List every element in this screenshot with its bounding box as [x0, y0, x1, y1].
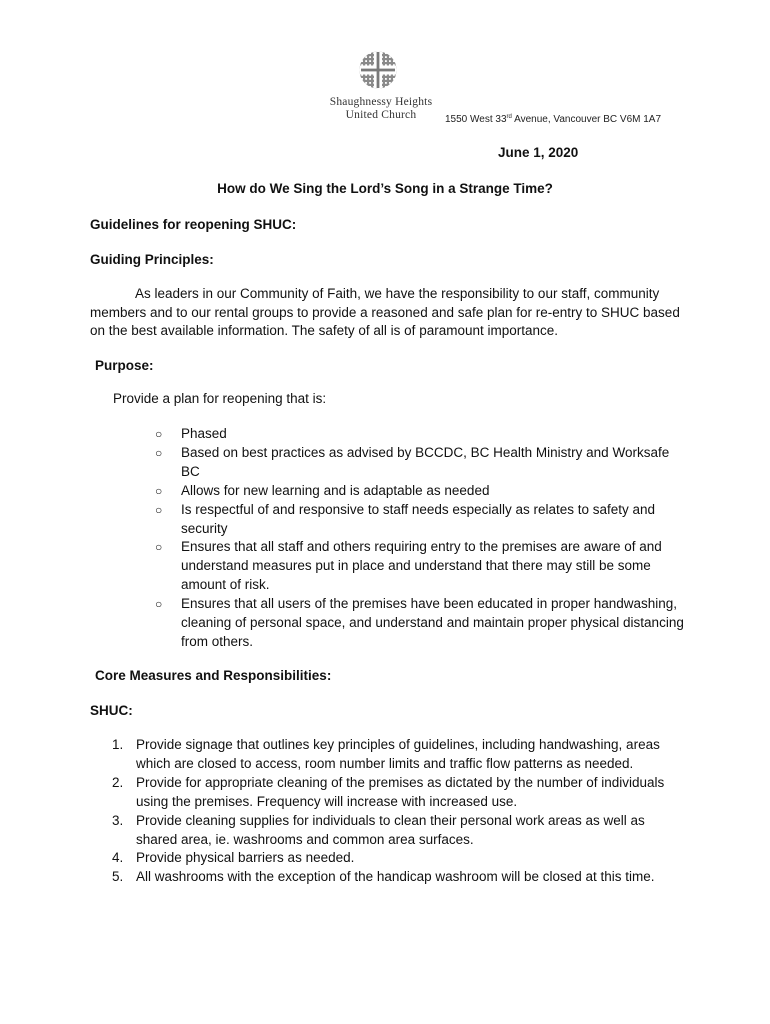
- list-item-number: 4.: [112, 850, 124, 866]
- document-date: June 1, 2020: [498, 145, 579, 160]
- address-prefix: 1550 West 33: [445, 114, 507, 125]
- list-item-text: Provide physical barriers as needed.: [136, 850, 355, 866]
- list-item: [150, 425, 690, 444]
- list-item-text: Ensures that all users of the premises have been educated in proper handwashing, cleaning of personal space, and understand and maintain proper physical distancing from others.: [181, 596, 684, 649]
- church-name: [300, 96, 462, 122]
- list-item-number: 5.: [112, 869, 124, 885]
- list-item-text: Allows for new learning and is adaptable as needed: [181, 482, 490, 498]
- list-item-number: 1.: [112, 737, 124, 752]
- purpose-list: [150, 425, 690, 652]
- list-item-number: 2.: [112, 774, 124, 790]
- list-item-text: Provide for appropriate cleaning of the premises as dictated by the number of individuals using the premises. Frequency will increase with increased use.: [136, 774, 665, 809]
- bullet-circle-icon: ○: [155, 597, 163, 612]
- list-item-text: Phased: [181, 426, 227, 441]
- heading-core-measures: Core Measures and Responsibilities:: [95, 668, 332, 683]
- list-item-text: Ensures that all staff and others requiring entry to the premises are aware of and understand measures put in place and understand that there may still be some amount of risk.: [181, 539, 662, 593]
- list-item: [108, 868, 688, 887]
- list-item-text: Provide cleaning supplies for individuals to clean their personal work areas as well as shared area, ie. washrooms and common area surfaces.: [136, 812, 645, 847]
- church-name-line2: United Church: [345, 109, 417, 121]
- list-item: [150, 444, 690, 482]
- address-superscript: rd: [506, 114, 512, 120]
- list-item: [108, 812, 688, 850]
- list-item-number: 3.: [112, 812, 124, 828]
- bullet-circle-icon: ○: [155, 483, 163, 498]
- list-item: [108, 736, 688, 774]
- list-item: [150, 501, 690, 539]
- bullet-circle-icon: ○: [155, 445, 163, 460]
- list-item: [108, 849, 688, 868]
- purpose-intro: Provide a plan for reopening that is:: [113, 391, 327, 406]
- address-suffix: Avenue, Vancouver BC V6M 1A7: [511, 114, 662, 125]
- church-address: [445, 114, 661, 125]
- list-item-text: All washrooms with the exception of the handicap washroom will be closed at this time.: [136, 869, 655, 885]
- list-item-text: Provide signage that outlines key principles of guidelines, including handwashing, areas which are closed to access, room number limits and traffic flow patterns as needed.: [136, 737, 660, 771]
- heading-guidelines: Guidelines for reopening SHUC:: [90, 217, 297, 232]
- list-item: [150, 538, 690, 595]
- list-item-text: Is respectful of and responsive to staff needs especially as relates to safety and security: [181, 501, 656, 536]
- shuc-responsibilities-list: [108, 736, 688, 887]
- list-item: [108, 774, 688, 812]
- heading-purpose: Purpose:: [95, 358, 154, 373]
- bullet-circle-icon: ○: [155, 540, 163, 555]
- bullet-circle-icon: ○: [155, 502, 163, 517]
- heading-shuc: SHUC:: [90, 703, 133, 718]
- document-title: How do We Sing the Lord’s Song in a Strange Time?: [217, 181, 553, 196]
- list-item-text: Based on best practices as advised by BCCDC, BC Health Ministry and Worksafe BC: [181, 444, 670, 479]
- heading-guiding-principles: Guiding Principles:: [90, 252, 214, 267]
- guiding-principles-paragraph: As leaders in our Community of Faith, we have the responsibility to our staff, community members and to our rental groups to provide a reasoned and safe plan for re-entry to SHUC based on the best available information. The safety of all is of paramount importance.: [90, 286, 680, 338]
- church-name-line1: Shaughnessy Heights: [329, 96, 433, 108]
- list-item: [150, 482, 690, 501]
- bullet-circle-icon: ○: [155, 427, 163, 441]
- list-item: [150, 595, 690, 652]
- church-cross-logo-icon: [359, 50, 397, 90]
